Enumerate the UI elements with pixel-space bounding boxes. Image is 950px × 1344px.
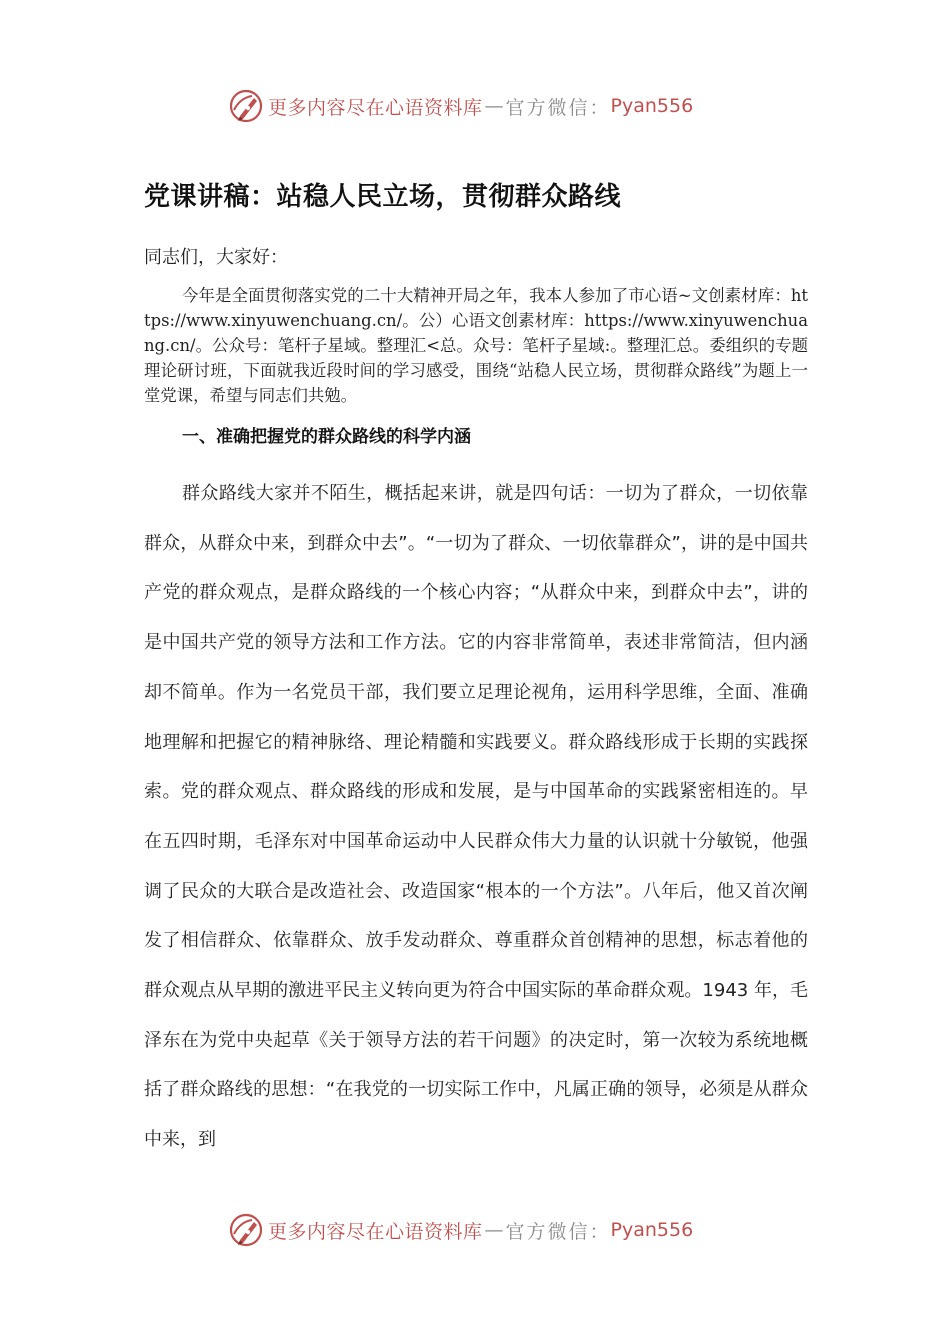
banner-separator: —	[484, 95, 504, 117]
banner-wechat-id: Pyan556	[610, 95, 694, 117]
section-1-body: 群众路线大家并不陌生，概括起来讲，就是四句话：一切为了群众，一切依靠群众，从群众中来，到群众中去”。“一切为了群众、一切依靠群众”，讲的是中国共产党的群众观点，是群众路线的一个核心内容；“从群众中来，到群众中去”，讲的是中国共产党的领导方法和工作方法。它的内容非常简单，表述非常简洁，但内涵却不简单。作为一名党员干部，我们要立足理论视角，运用科学思维，全面、准确地理解和把握它的精神脉络、理论精髓和实践要义。群众路线形成于长期的实践探索。党的群众观点、群众路线的形成和发展，是与中国革命的实践紧密相连的。早在五四时期，毛泽东对中国革命运动中人民群众伟大力量的认识就十分敏锐，他强调了民众的大联合是改造社会、改造国家“根本的一个方法”。八年后，他又首次阐发了相信群众、依靠群众、放手发动群众、尊重群众首创精神的思想，标志着他的群众观点从早期的激进平民主义转向更为符合中国实际的革命群众观。1943 年，毛泽东在为党中央起草《关于领导方法的若干问题》的决定时，第一次较为系统地概括了群众路线的思想：“在我党的一切实际工作中，凡属正确的领导，必须是从群众中来，到	[144, 483, 808, 1151]
section-1-heading: 一、准确把握党的群众路线的科学内涵	[182, 427, 471, 447]
banner-slogan: 更多内容尽在心语资料库	[268, 96, 483, 119]
banner-wechat-id: Pyan556	[610, 1219, 694, 1241]
pen-logo-icon	[228, 88, 264, 124]
banner-slogan: 更多内容尽在心语资料库	[268, 1220, 483, 1243]
intro-paragraph: 今年是全面贯彻落实党的二十大精神开局之年，我本人参加了市心语~文创素材库：https://www.xinyuwenchuang.cn/。公）心语文创素材库：https://www.xinyuwenchuang.cn/。公众号：笔杆子星域。整理汇<总。众号：笔杆子星域:。整理汇总。委组织的专题理论研讨班，下面就我近段时间的学习感受，围绕“站稳人民立场，贯彻群众路线”为题上一堂党课，希望与同志们共勉。	[144, 286, 808, 405]
document-title: 党课讲稿：站稳人民立场，贯彻群众路线	[144, 182, 622, 212]
banner-wechat-label: 官方微信：	[505, 1220, 611, 1243]
banner-wechat-label: 官方微信：	[505, 96, 611, 119]
footer-banner	[228, 1210, 693, 1250]
pen-logo-icon	[228, 1212, 264, 1248]
banner-separator: —	[484, 1219, 504, 1241]
header-banner	[228, 86, 693, 126]
greeting: 同志们，大家好：	[144, 247, 288, 268]
